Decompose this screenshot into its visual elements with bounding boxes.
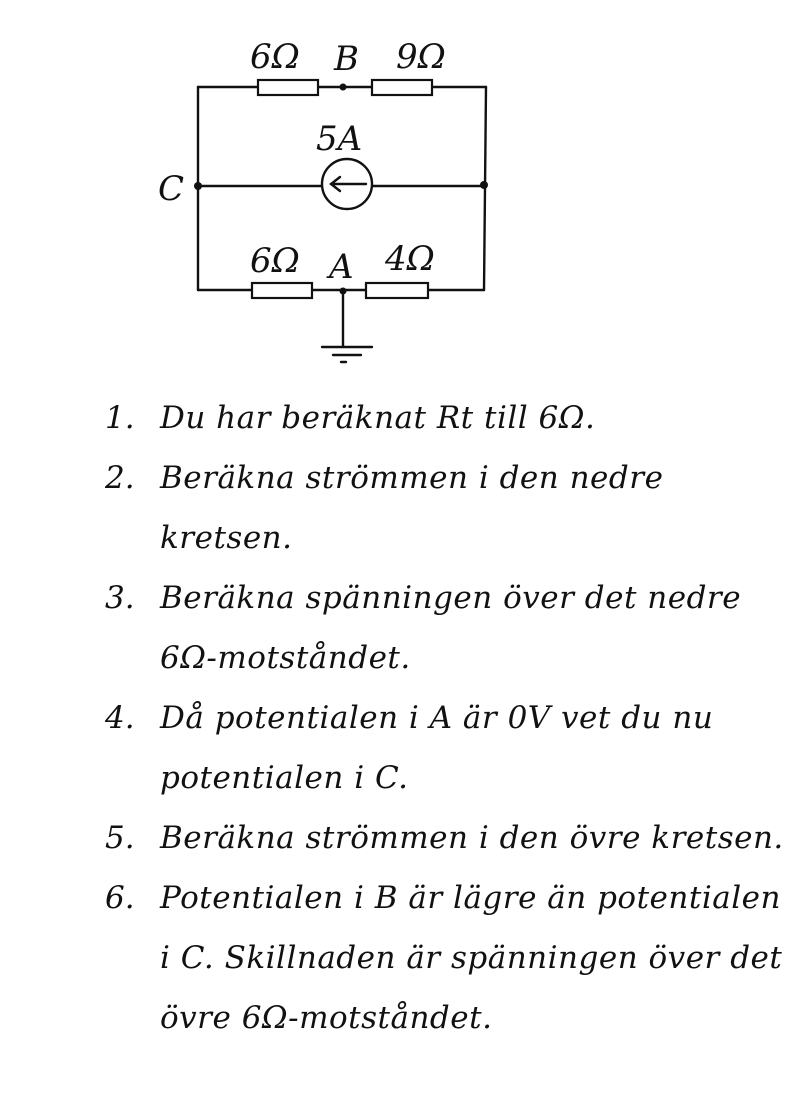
label-source-current: 5A (316, 119, 363, 159)
task-text: Beräkna strömmen i den nedre kretsen. (160, 460, 664, 556)
label-top-left-resistor: 6Ω (250, 37, 300, 77)
task-text: Potentialen i B är lägre än potentialen i C. Skillnaden är spänningen över det övre 6Ω-motståndet. (160, 880, 783, 1036)
label-top-right-resistor: 9Ω (396, 37, 446, 77)
label-bottom-right-resistor: 4Ω (385, 239, 435, 279)
bottom-left-resistor (252, 283, 312, 298)
label-node-b: B (334, 39, 359, 79)
bottom-right-resistor (366, 283, 428, 298)
task-number: 3. (105, 580, 135, 616)
task-text: Du har beräknat Rt till 6Ω. (160, 400, 596, 436)
task-number: 2. (105, 460, 135, 496)
label-bottom-left-resistor: 6Ω (250, 241, 300, 281)
task-item-2 (105, 448, 795, 568)
task-item-5 (105, 808, 795, 868)
label-node-c: C (158, 169, 185, 209)
task-item-6 (105, 868, 795, 1048)
task-text: Då potentialen i A är 0V vet du nu potentialen i C. (160, 700, 714, 796)
task-item-3 (105, 568, 795, 688)
task-number: 1. (105, 400, 135, 436)
task-list (105, 388, 795, 1048)
top-right-resistor (372, 80, 432, 95)
node-b-dot (340, 84, 347, 91)
task-number: 6. (105, 880, 135, 916)
task-text: Beräkna strömmen i den övre kretsen. (160, 820, 784, 856)
task-item-1 (105, 388, 795, 448)
right-node-dot (480, 181, 488, 189)
task-number: 5. (105, 820, 135, 856)
task-text: Beräkna spänningen över det nedre 6Ω-motståndet. (160, 580, 742, 676)
node-c-dot (194, 182, 202, 190)
label-node-a: A (329, 247, 354, 287)
task-item-4 (105, 688, 795, 808)
top-left-resistor (258, 80, 318, 95)
task-number: 4. (105, 700, 135, 736)
ground-icon (322, 291, 372, 362)
